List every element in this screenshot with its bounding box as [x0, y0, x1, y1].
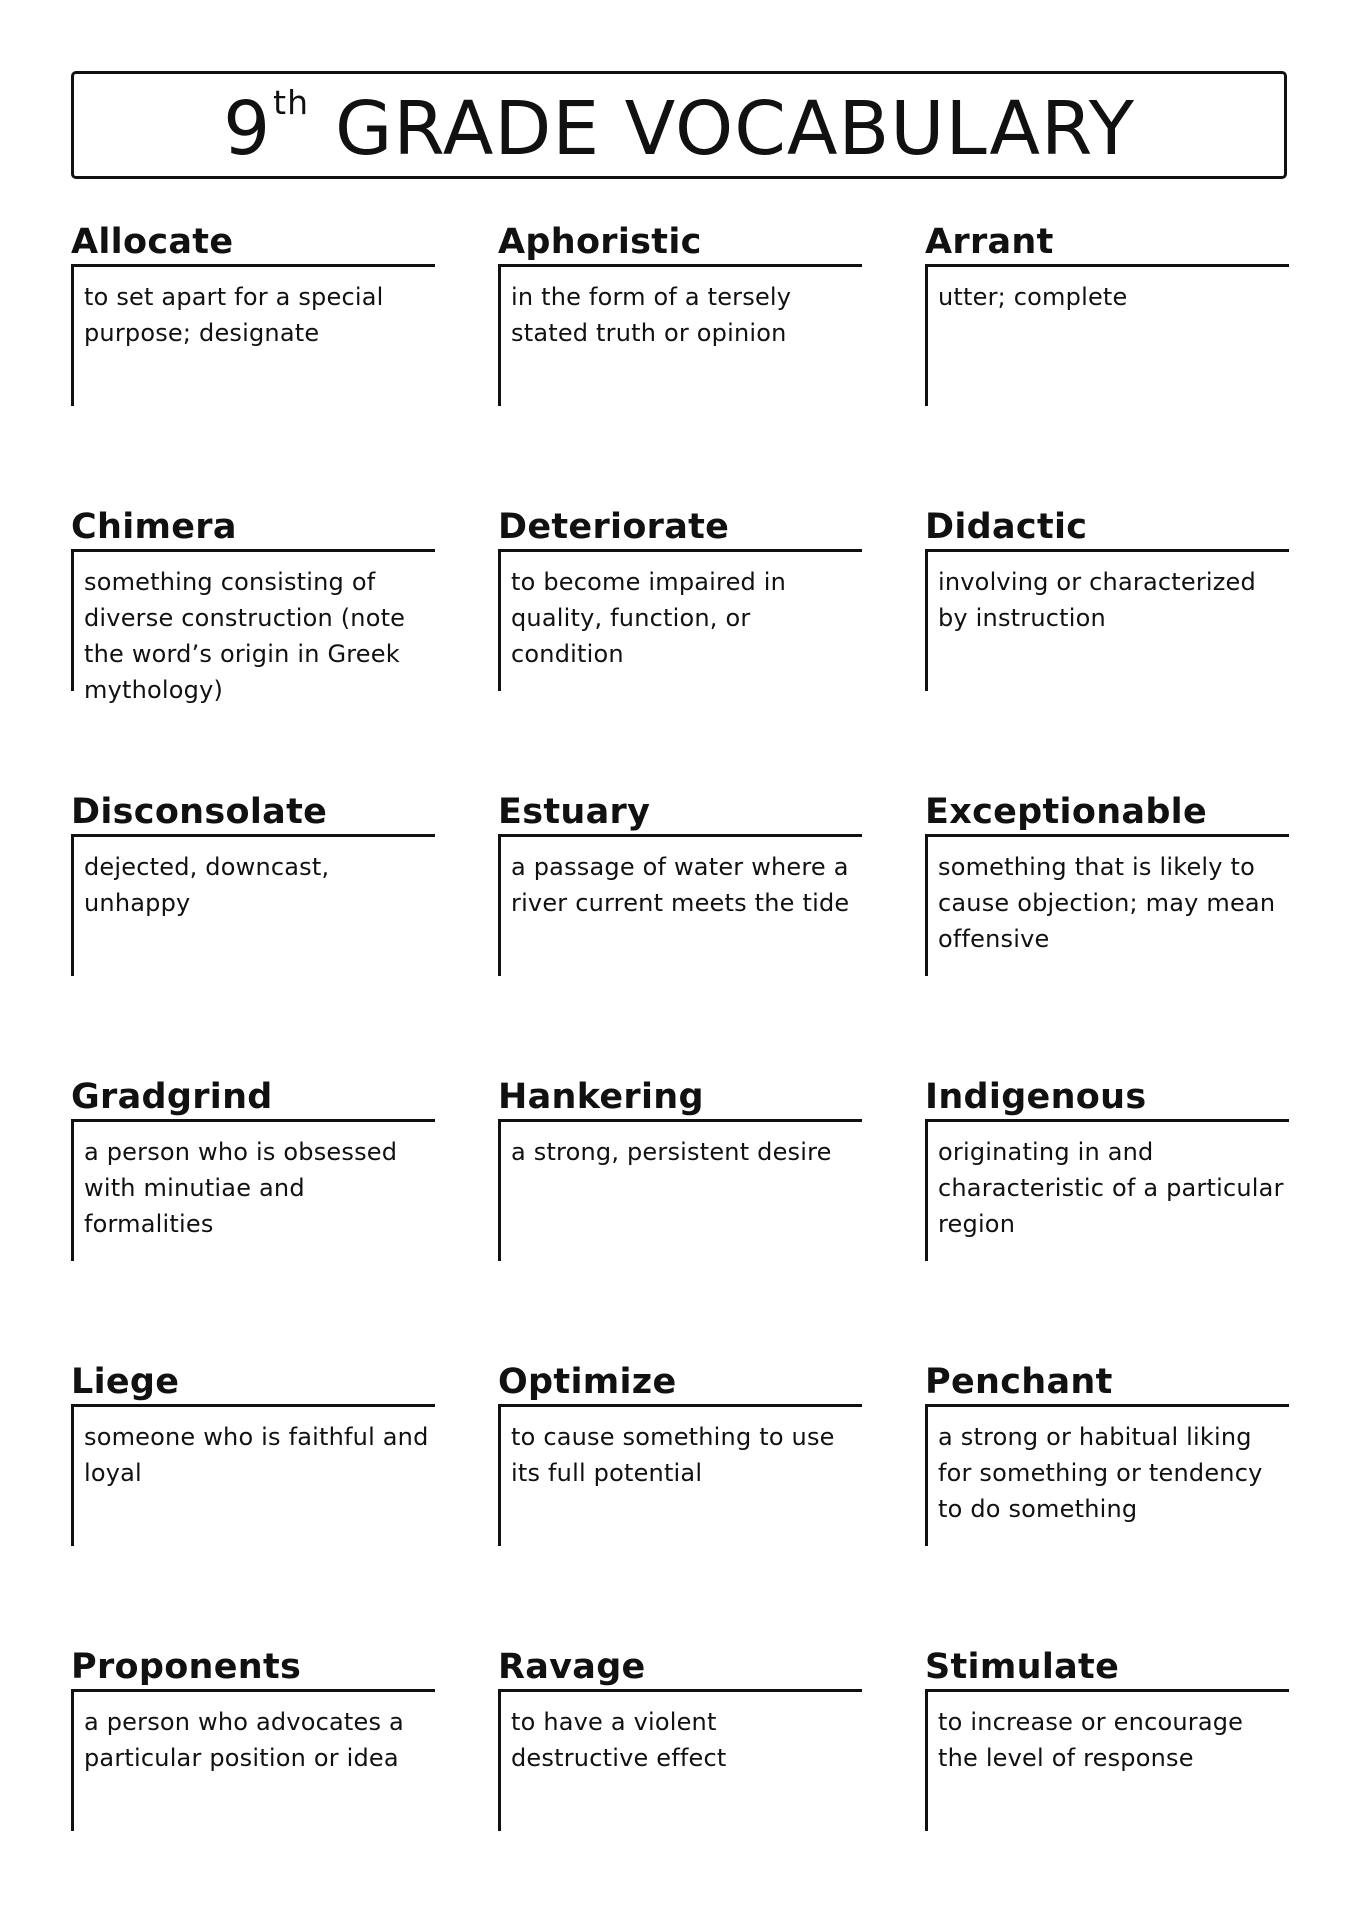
vocab-definition: something consisting of diverse construction (note the word’s origin in Greek mythology)	[84, 568, 406, 704]
definition-box	[71, 1404, 435, 1546]
definition-box	[71, 264, 435, 406]
vocab-definition: to set apart for a special purpose; designate	[84, 283, 384, 347]
vocab-definition: a strong or habitual liking for something or tendency to do something	[938, 1423, 1263, 1523]
definition-box	[71, 834, 435, 976]
definition-box	[498, 1119, 862, 1261]
vocab-definition: to cause something to use its full potential	[511, 1423, 835, 1487]
vocab-card	[925, 507, 1289, 792]
vocab-term: Arrant	[925, 222, 1054, 262]
vocab-term: Gradgrind	[71, 1077, 273, 1117]
definition-box	[71, 1689, 435, 1831]
vocab-card	[498, 1077, 862, 1362]
vocab-term: Exceptionable	[925, 792, 1208, 832]
vocab-card	[498, 222, 862, 507]
definition-box	[925, 549, 1289, 691]
vocab-card	[925, 1362, 1289, 1647]
definition-box	[925, 1404, 1289, 1546]
vocab-term: Deteriorate	[498, 507, 730, 547]
definition-box	[925, 1119, 1289, 1261]
vocab-card	[925, 792, 1289, 1077]
vocab-term: Proponents	[71, 1647, 302, 1687]
vocab-card	[925, 1077, 1289, 1362]
vocabulary-grid	[71, 222, 1287, 1932]
vocab-definition: something that is likely to cause objection; may mean offensive	[938, 853, 1276, 953]
vocab-definition: dejected, downcast, unhappy	[84, 853, 330, 917]
vocab-definition: utter; complete	[938, 283, 1128, 311]
vocab-card	[498, 1647, 862, 1932]
vocab-term: Estuary	[498, 792, 651, 832]
definition-box	[498, 1404, 862, 1546]
vocab-card	[71, 1647, 435, 1932]
vocab-definition: a strong, persistent desire	[511, 1138, 832, 1166]
vocab-definition: to become impaired in quality, function, or condition	[511, 568, 787, 668]
page-title	[223, 83, 1135, 172]
vocab-term: Allocate	[71, 222, 234, 262]
definition-box	[498, 264, 862, 406]
title-text: GRADE VOCABULARY	[335, 86, 1135, 172]
definition-box	[925, 834, 1289, 976]
vocab-card	[71, 507, 435, 792]
vocab-definition: involving or characterized by instruction	[938, 568, 1256, 632]
title-superscript: th	[273, 83, 310, 122]
vocab-card	[71, 792, 435, 1077]
definition-box	[498, 1689, 862, 1831]
vocab-card	[71, 1362, 435, 1647]
vocab-term: Aphoristic	[498, 222, 702, 262]
vocab-definition: a person who is obsessed with minutiae and formalities	[84, 1138, 398, 1238]
vocab-definition: originating in and characteristic of a particular region	[938, 1138, 1284, 1238]
vocab-card	[925, 222, 1289, 507]
vocab-term: Chimera	[71, 507, 237, 547]
vocab-term: Liege	[71, 1362, 180, 1402]
vocab-term: Stimulate	[925, 1647, 1120, 1687]
vocab-term: Penchant	[925, 1362, 1113, 1402]
vocab-term: Ravage	[498, 1647, 646, 1687]
definition-box	[925, 1689, 1289, 1831]
vocab-definition: a person who advocates a particular position or idea	[84, 1708, 404, 1772]
vocab-card	[498, 1362, 862, 1647]
definition-box	[71, 549, 435, 704]
vocab-definition: to have a violent destructive effect	[511, 1708, 727, 1772]
vocab-definition: someone who is faithful and loyal	[84, 1423, 429, 1487]
definition-box	[498, 834, 862, 976]
vocab-term: Didactic	[925, 507, 1088, 547]
definition-box	[925, 264, 1289, 406]
vocab-card	[498, 792, 862, 1077]
definition-box	[498, 549, 862, 691]
vocab-definition: in the form of a tersely stated truth or opinion	[511, 283, 792, 347]
vocab-term: Hankering	[498, 1077, 704, 1117]
vocab-definition: a passage of water where a river current meets the tide	[511, 853, 850, 917]
vocab-term: Disconsolate	[71, 792, 328, 832]
vocab-card	[71, 1077, 435, 1362]
vocab-term: Indigenous	[925, 1077, 1147, 1117]
vocab-term: Optimize	[498, 1362, 677, 1402]
definition-box	[71, 1119, 435, 1261]
vocab-definition: to increase or encourage the level of response	[938, 1708, 1244, 1772]
vocab-card	[498, 507, 862, 792]
title-number: 9	[223, 86, 272, 172]
title-box	[71, 71, 1287, 179]
vocab-card	[925, 1647, 1289, 1932]
vocab-card	[71, 222, 435, 507]
